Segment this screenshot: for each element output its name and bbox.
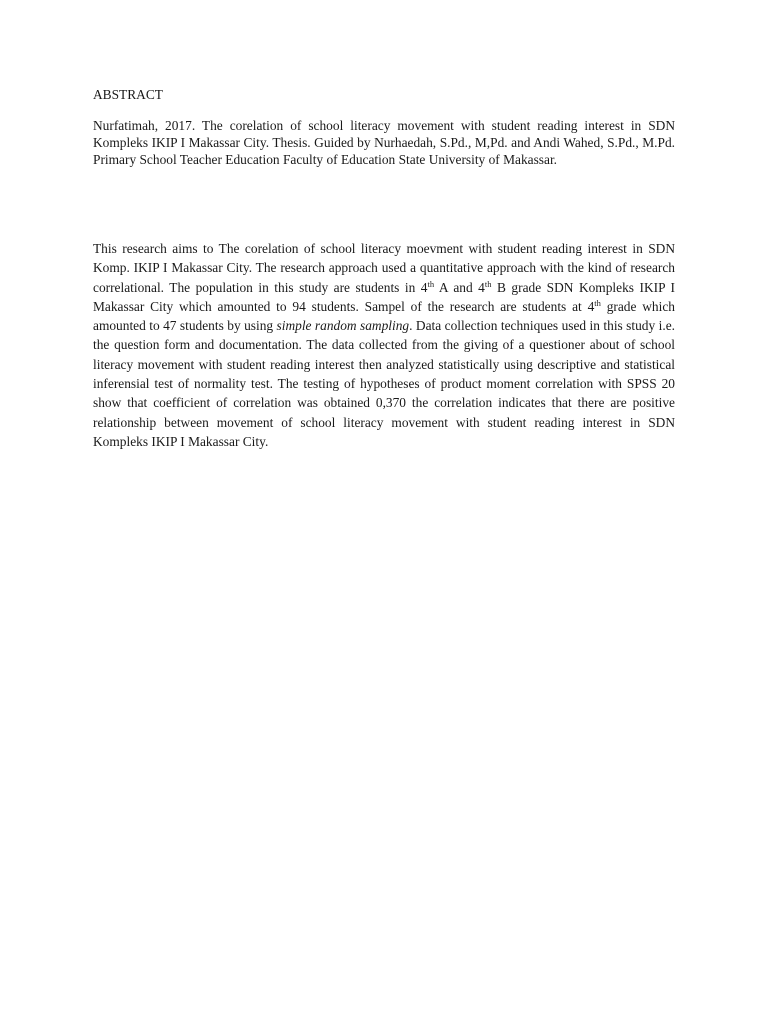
abstract-heading: ABSTRACT <box>93 87 163 102</box>
body-text-part-4: . Data collection techniques used in this study i.e. the question form and documentation. The data collected from the giving of a questioner about of school literacy movement with student reading interest then analyzed statistically using descriptive and statistical inferensial test of normality test. The testing of hypotheses of product moment correlation with SPSS 20 show that coefficient of correlation was obtained 0,370 the correlation indicates that there are positive relationship between movement of school literacy movement with student reading interest in SDN Kompleks IKIP I Makassar City. <box>93 318 675 449</box>
class-b-number: 4 <box>478 279 485 295</box>
class-a-ordinal: th <box>427 278 435 289</box>
sampling-method-term: simple random sampling <box>276 318 410 334</box>
document-page <box>93 84 675 451</box>
class-b-ordinal: th <box>484 278 492 289</box>
citation-paragraph: Nurfatimah, 2017. The corelation of school literacy movement with student reading interest in SDN Kompleks IKIP I Makassar City. Thesis. Guided by Nurhaedah, S.Pd., M,Pd. and Andi Wahed, S.Pd., M.Pd. Primary School Teacher Education Faculty of Education State University of Makassar. <box>93 118 675 167</box>
class-a-text: A and <box>434 279 479 295</box>
body-text-part-2: B grade SDN Kompleks IKIP I Makassar City which amounted to 94 students. Sampel of the research are students at <box>93 279 675 314</box>
grade-ordinal: th <box>594 297 601 308</box>
body-text-part-3: grade which amounted to 47 students by using <box>93 298 675 334</box>
grade-number: 4 <box>587 298 595 314</box>
body-text-part-1: This research aims to The corelation of school literacy moevment with student reading interest in SDN Komp. IKIP I Makassar City. The research approach used a quantitative approach with the kind of research correlational. The population in this study are students in <box>93 241 675 295</box>
class-a-number: 4 <box>420 279 428 295</box>
abstract-body-paragraph <box>93 239 675 451</box>
